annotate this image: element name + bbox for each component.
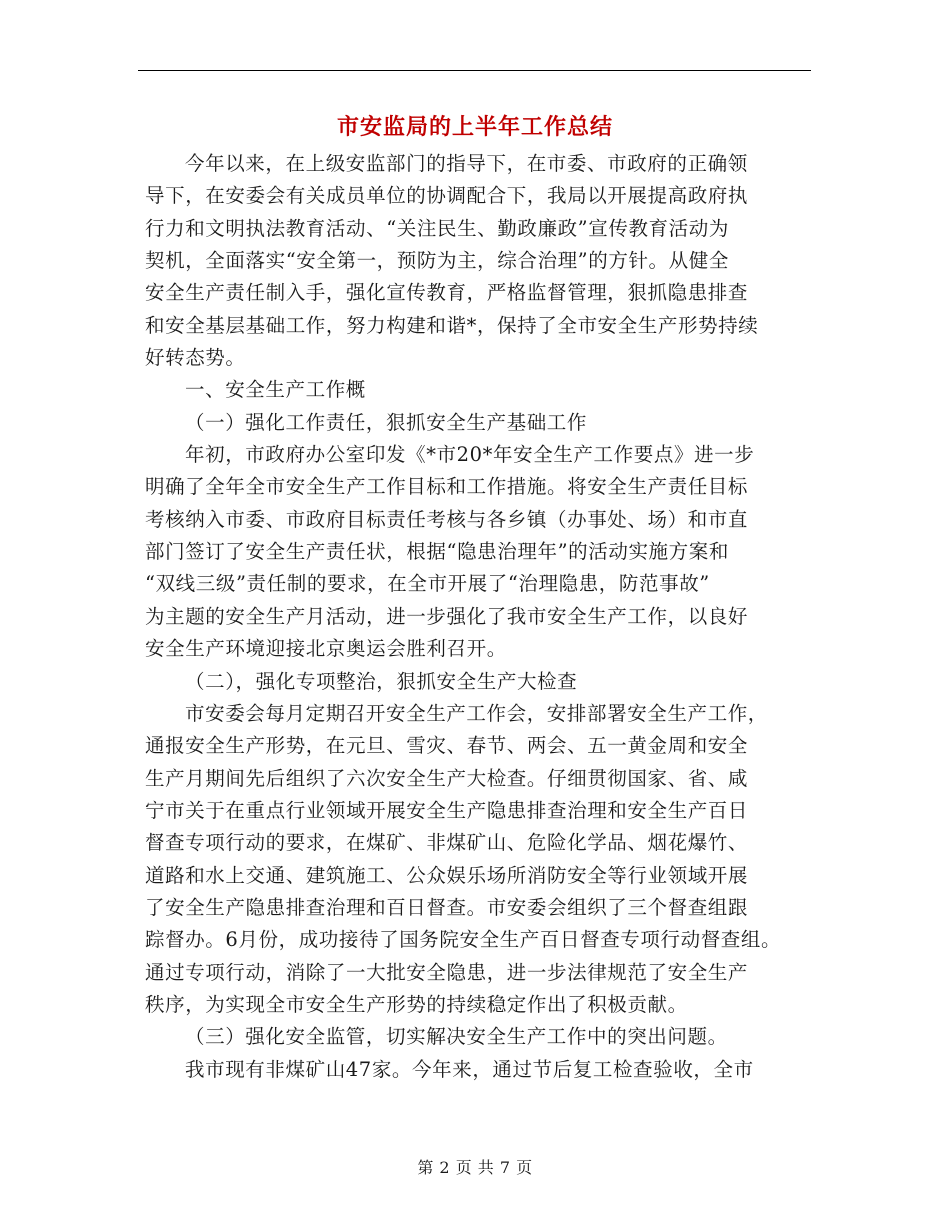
body-line: 踪督办。6月份，成功接待了国务院安全生产百日督查专项行动督查组。: [145, 928, 782, 952]
body-line: 考核纳入市委、市政府目标责任考核与各乡镇（办事处、场）和市直: [145, 507, 749, 531]
subsection-heading: （一）强化工作责任，狠抓安全生产基础工作: [185, 410, 588, 434]
body-line: 今年以来，在上级安监部门的指导下，在市委、市政府的正确领: [185, 152, 748, 175]
body-line: 为主题的安全生产月活动，进一步强化了我市安全生产工作，以良好: [145, 604, 749, 628]
body-line: 部门签订了安全生产责任状，根据“隐患治理年”的活动实施方案和: [145, 540, 729, 564]
body-line: 契机，全面落实“安全第一，预防为主，综合治理”的方针。从健全: [145, 249, 729, 273]
subsection-heading: （三）强化安全监管，切实解决安全生产工作中的突出问题。: [185, 1025, 728, 1049]
body-line: 安全生产环境迎接北京奥运会胜利召开。: [145, 637, 507, 661]
body-line: 了安全生产隐患排查治理和百日督查。市安委会组织了三个督查组跟: [145, 895, 749, 919]
body-line: 通报安全生产形势，在元旦、雪灾、春节、两会、五一黄金周和安全: [145, 734, 749, 758]
body-line: 明确了全年全市安全生产工作目标和工作措施。将安全生产责任目标: [145, 475, 749, 499]
body-line: 道路和水上交通、建筑施工、公众娱乐场所消防安全等行业领域开展: [145, 863, 749, 887]
body-line: 秩序，为实现全市安全生产形势的持续稳定作出了积极贡献。: [145, 992, 688, 1016]
section-heading: 一、安全生产工作概: [185, 378, 366, 402]
subsection-heading: （二），强化专项整治，狠抓安全生产大检查: [185, 669, 578, 693]
body-line: 安全生产责任制入手，强化宣传教育，严格监督管理，狠抓隐患排查: [145, 281, 749, 305]
body-line: 好转态势。: [145, 346, 246, 370]
body-line: 年初，市政府办公室印发《*市20*年安全生产工作要点》进一步: [185, 443, 755, 467]
body-line: 和安全基层基础工作，努力构建和谐*，保持了全市安全生产形势持续: [145, 313, 759, 337]
body-line: 行力和文明执法教育活动、“关注民生、勤政廉政”宣传教育活动为: [145, 216, 729, 240]
page-number-footer: 第 2 页 共 7 页: [417, 1158, 533, 1177]
body-line: 市安委会每月定期召开安全生产工作会，安排部署安全生产工作，: [185, 701, 768, 725]
body-line: 通过专项行动，消除了一大批安全隐患，进一步法律规范了安全生产: [145, 960, 749, 984]
header-rule: [138, 70, 811, 71]
body-line: 生产月期间先后组织了六次安全生产大检查。仔细贯彻国家、省、咸: [145, 766, 749, 790]
body-line: 宁市关于在重点行业领域开展安全生产隐患排查治理和安全生产百日: [145, 798, 749, 822]
body-line: 我市现有非煤矿山47家。今年来，通过节后复工检查验收，全市: [185, 1057, 754, 1081]
body-line: 导下，在安委会有关成员单位的协调配合下，我局以开展提高政府执: [145, 184, 749, 208]
body-line: 督查专项行动的要求，在煤矿、非煤矿山、危险化学品、烟花爆竹、: [145, 831, 749, 855]
document-body: [145, 148, 805, 1086]
document-title: 市安监局的上半年工作总结: [336, 114, 613, 140]
body-line: “双线三级”责任制的要求，在全市开展了“治理隐患，防范事故”: [145, 572, 710, 596]
